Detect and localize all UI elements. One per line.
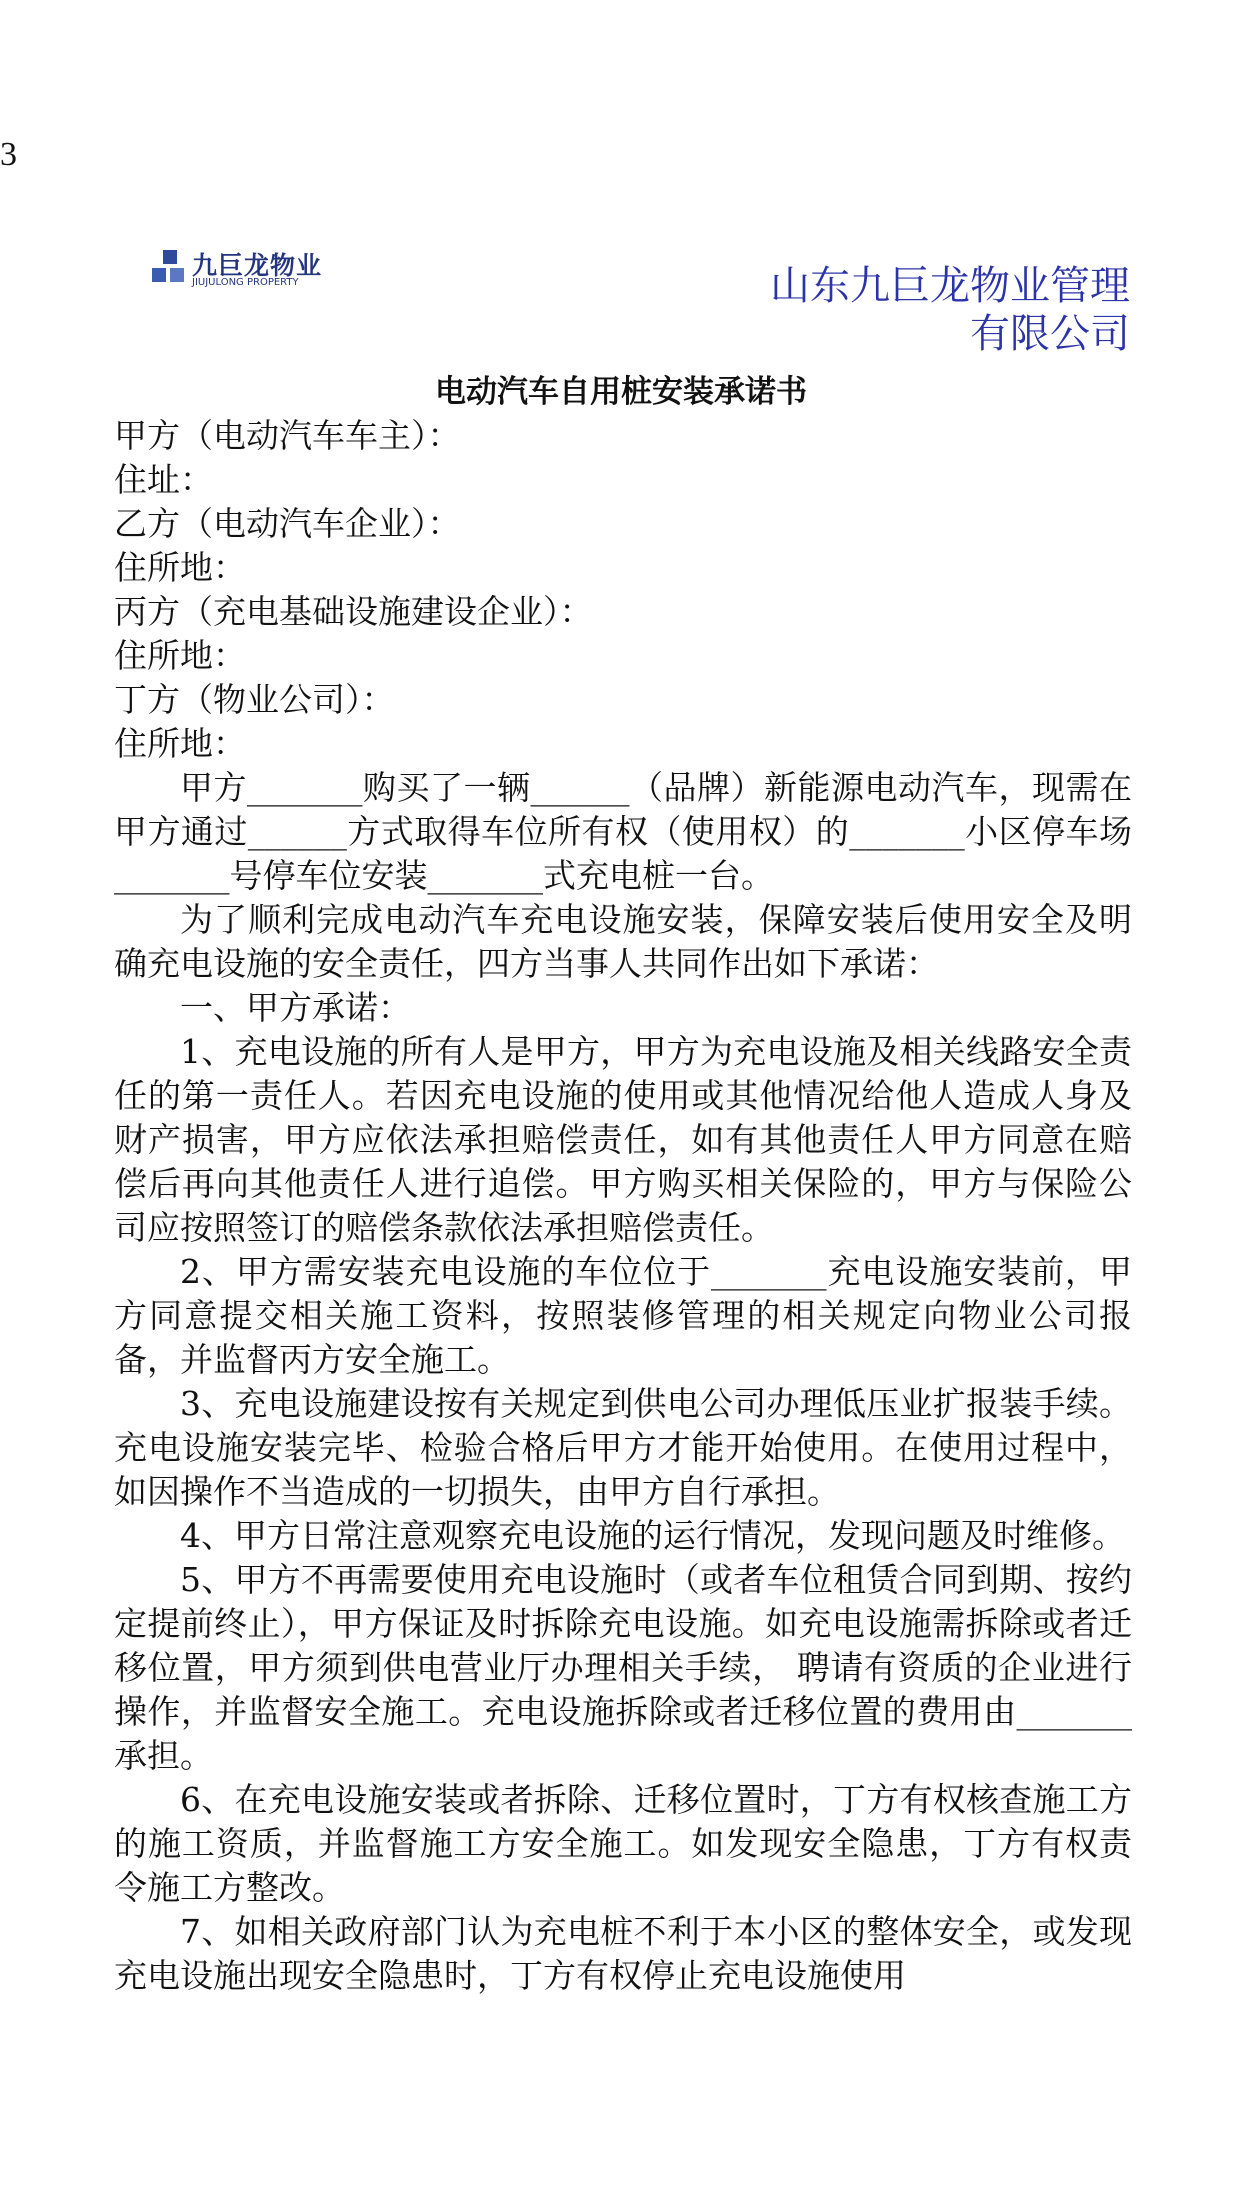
clause-7: 7、如相关政府部门认为充电桩不利于本小区的整体安全，或发现充电设施出现安全隐患时，丁方有权停止充电设施使用 (114, 1912, 1132, 1995)
party-d-address: 住所地： (114, 724, 246, 763)
clause-5: 5、甲方不再需要使用充电设施时（或者车位租赁合同到期、按约定提前终止），甲方保证及时拆除充电设施。如充电设施需拆除或者迁移位置，甲方须到供电营业厅办理相关手续， 聘请有资质的企业进行操作，并监督安全施工。充电设施拆除或者迁移位置的费用由_______承担。 (114, 1560, 1132, 1775)
clause-3: 3、充电设施建设按有关规定到供电公司办理低压业扩报装手续。充电设施安装完毕、检验合格后甲方才能开始使用。在使用过程中，如因操作不当造成的一切损失，由甲方自行承担。 (114, 1384, 1132, 1511)
page-number: 3 (0, 136, 17, 173)
intro-paragraph: 甲方_______购买了一辆______（品牌）新能源电动汽车，现需在甲方通过______方式取得车位所有权（使用权）的_______小区停车场_______号停车位安装_______式充电桩一台。 (114, 768, 1132, 895)
party-d: 丁方（物业公司）： (114, 680, 395, 719)
party-c: 丙方（充电基础设施建设企业）： (114, 592, 593, 631)
party-b: 乙方（电动汽车企业）： (114, 504, 461, 543)
company-logo (152, 250, 342, 292)
clause-1: 1、充电设施的所有人是甲方，甲方为充电设施及相关线路安全责任的第一责任人。若因充电设施的使用或其他情况给他人造成人身及财产损害，甲方应依法承担赔偿责任，如有其他责任人甲方同意在赔偿后再向其他责任人进行追偿。甲方购买相关保险的，甲方与保险公司应按照签订的赔偿条款依法承担赔偿责任。 (114, 1032, 1132, 1247)
company-name-line2: 有限公司 (970, 311, 1130, 357)
purpose-paragraph: 为了顺利完成电动汽车充电设施安装，保障安装后使用安全及明确充电设施的安全责任，四方当事人共同作出如下承诺： (114, 900, 1132, 983)
document-title: 电动汽车自用桩安装承诺书 (435, 374, 807, 410)
clause-4: 4、甲方日常注意观察充电设施的运行情况，发现问题及时维修。 (180, 1516, 1125, 1555)
logo-name-en: JIUJULONG PROPERTY (192, 277, 299, 288)
clause-2: 2、甲方需安装充电设施的车位位于_______充电设施安装前，甲方同意提交相关施工资料，按照装修管理的相关规定向物业公司报备，并监督丙方安全施工。 (114, 1252, 1132, 1379)
document-body (114, 414, 1132, 1998)
party-a-address: 住址： (114, 460, 213, 499)
section-heading: 一、甲方承诺： (180, 988, 411, 1027)
party-a: 甲方（电动汽车车主）： (114, 416, 461, 455)
logo-name-cn: 九巨龙物业 (192, 251, 323, 280)
company-name-line1: 山东九巨龙物业管理 (770, 263, 1130, 309)
party-b-address: 住所地： (114, 548, 246, 587)
company-name (670, 262, 1130, 358)
logo-mark-icon (152, 250, 188, 290)
party-c-address: 住所地： (114, 636, 246, 675)
clause-6: 6、在充电设施安装或者拆除、迁移位置时，丁方有权核查施工方的施工资质，并监督施工方安全施工。如发现安全隐患，丁方有权责令施工方整改。 (114, 1780, 1132, 1907)
